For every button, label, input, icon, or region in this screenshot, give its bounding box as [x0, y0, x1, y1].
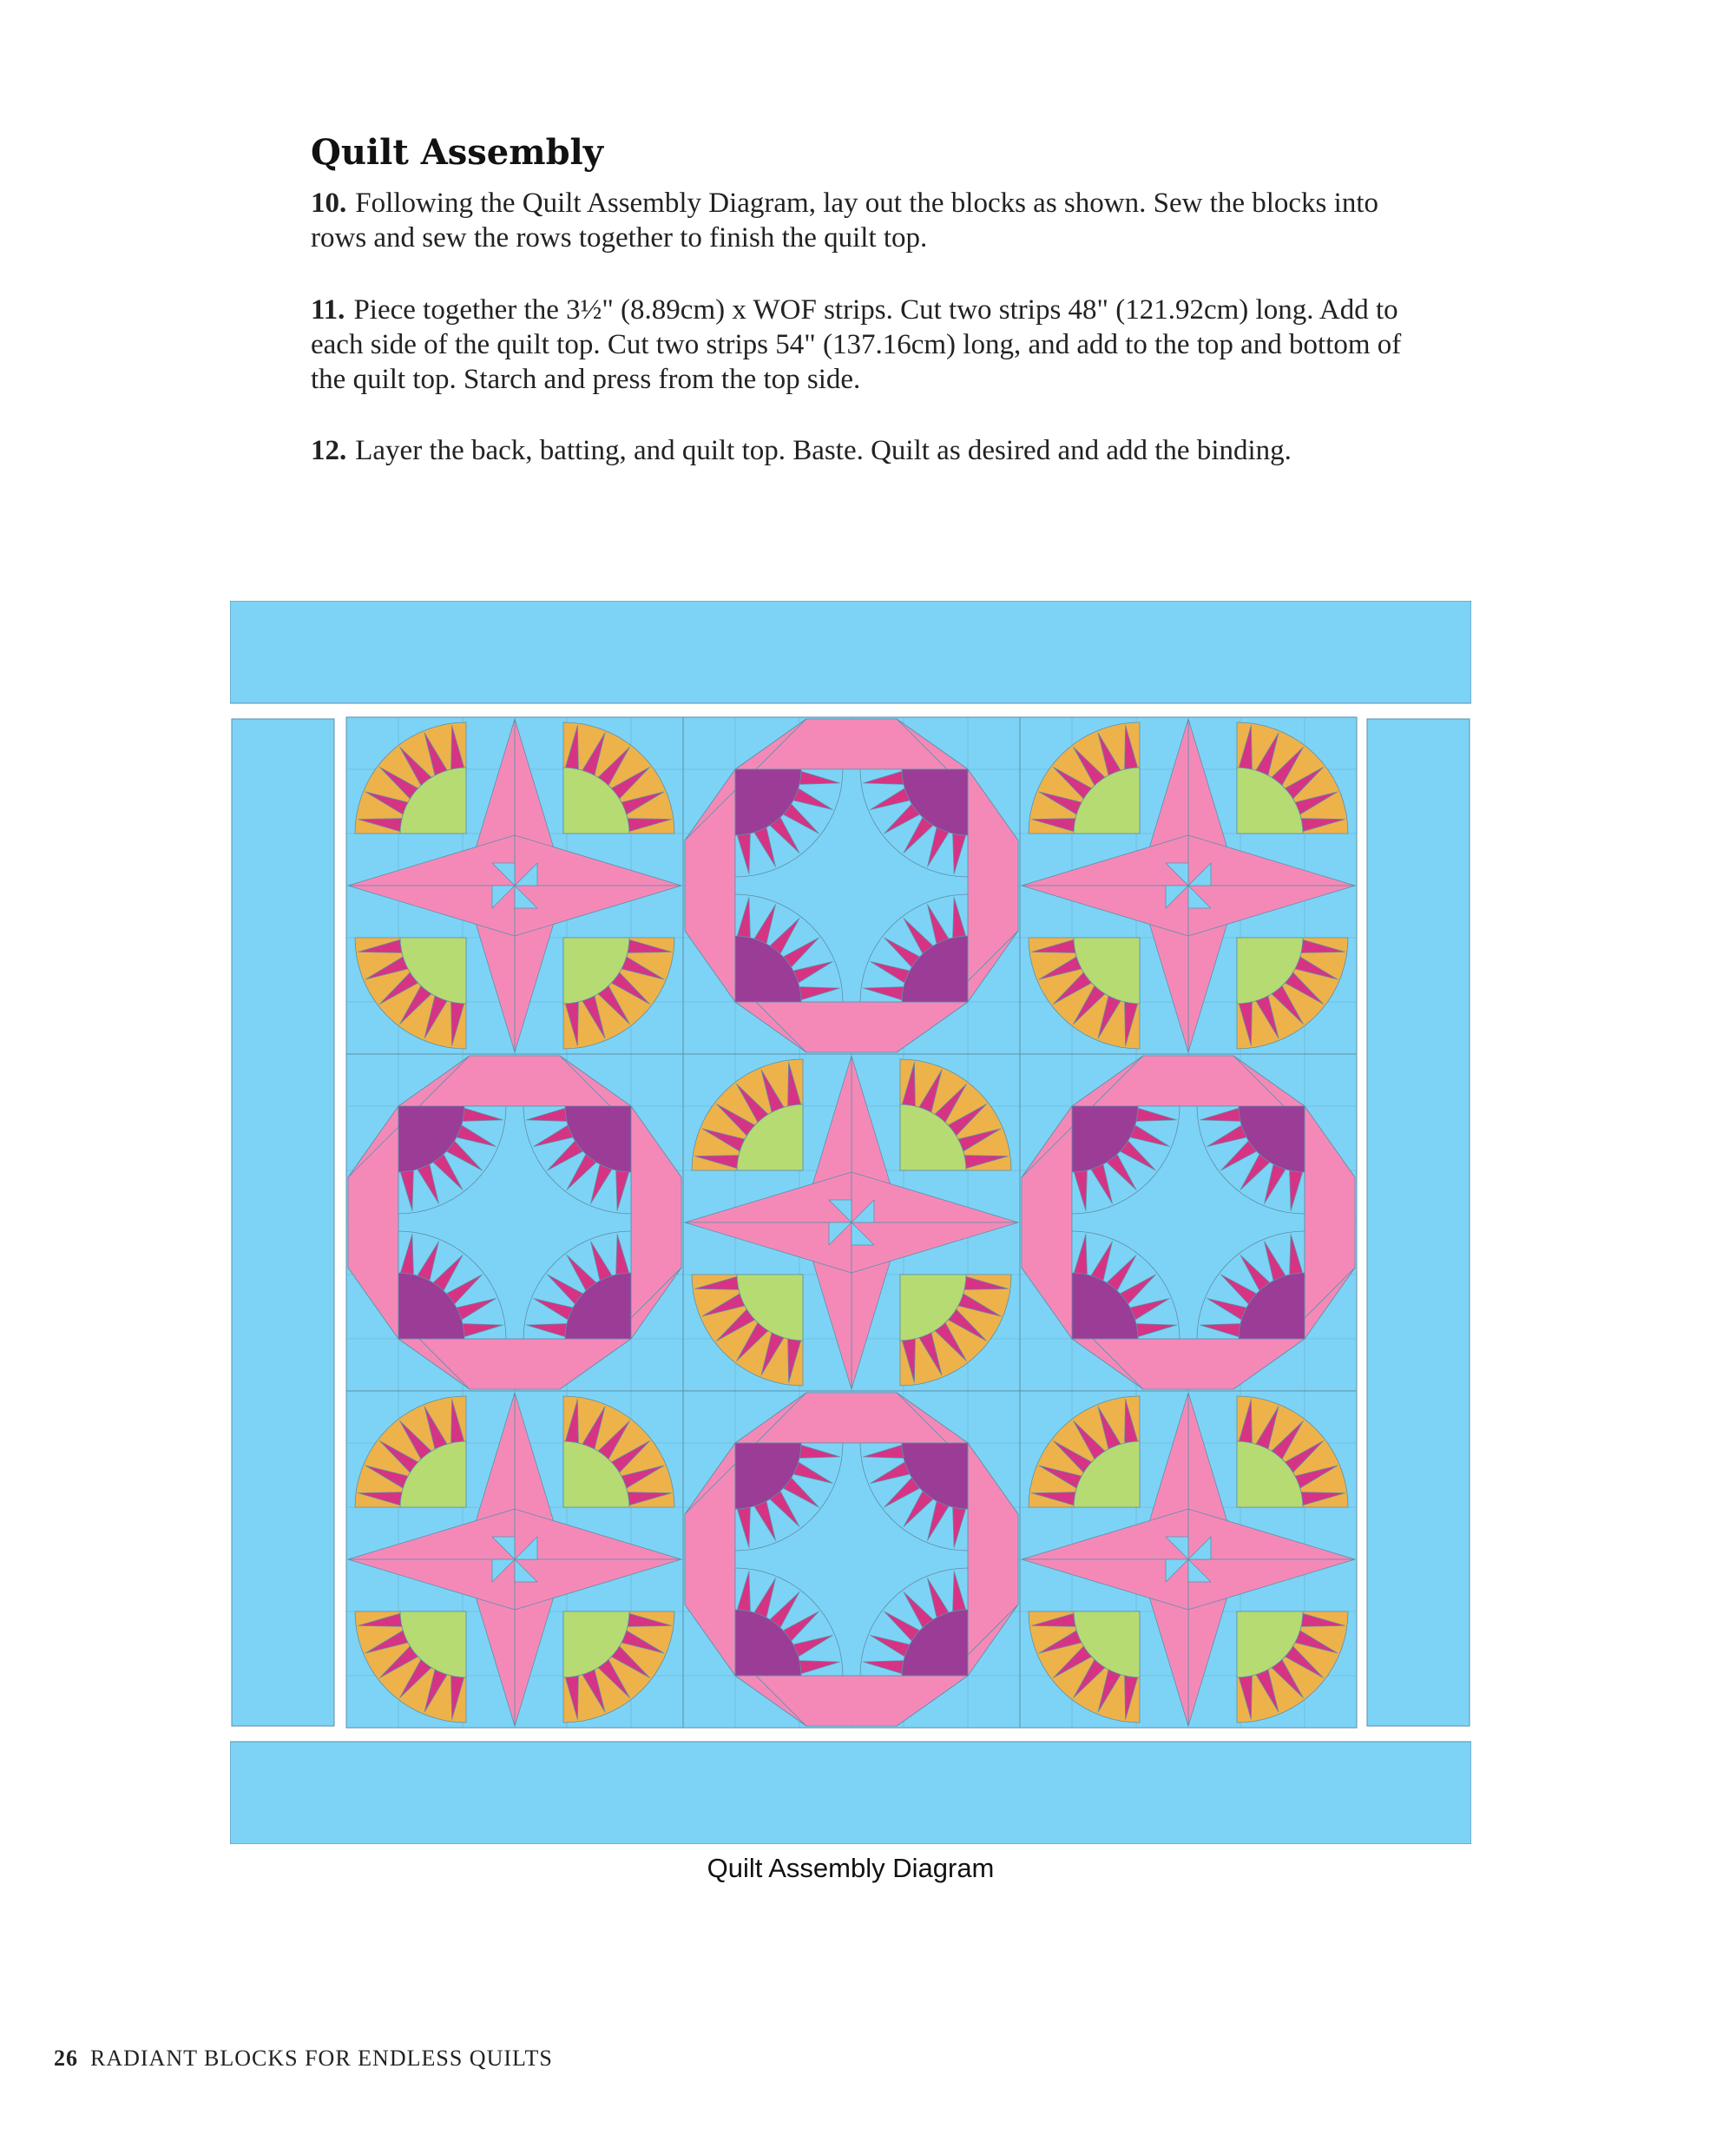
ring-block [1020, 1054, 1357, 1391]
step-text: Following the Quilt Assembly Diagram, lay out the blocks as shown. Sew the blocks into rows and sew the rows together to finish the quilt top. [311, 188, 1378, 254]
ring-block [346, 1054, 683, 1391]
quilt-assembly-diagram [230, 601, 1471, 1844]
step-number: 11. [311, 294, 345, 326]
step-number: 10. [311, 188, 347, 219]
book-title: RADIANT BLOCKS FOR ENDLESS QUILTS [90, 2046, 553, 2071]
ring-block [683, 1391, 1020, 1728]
step-10 [311, 186, 1439, 255]
star-block [683, 1054, 1020, 1391]
star-block [346, 717, 683, 1054]
star-block [1020, 717, 1357, 1054]
border-bottom [230, 1742, 1471, 1844]
quilt-blocks [346, 717, 1357, 1728]
step-12 [311, 433, 1439, 468]
border-left [232, 719, 334, 1726]
diagram-caption: Quilt Assembly Diagram [707, 1853, 995, 1883]
step-11 [311, 293, 1439, 397]
star-block [346, 1391, 683, 1728]
step-number: 12. [311, 435, 347, 466]
page-footer [54, 2046, 553, 2072]
step-text: Layer the back, batting, and quilt top. Baste. Quilt as desired and add the binding. [355, 435, 1292, 466]
section-heading: Quilt Assembly [311, 132, 603, 173]
border-top [230, 601, 1471, 703]
ring-block [683, 717, 1020, 1054]
star-block [1020, 1391, 1357, 1728]
step-text: Piece together the 3½" (8.89cm) x WOF strips. Cut two strips 48" (121.92cm) long. Add to each side of the quilt top. Cut two strips 54" (137.16cm) long, and add to the top and bottom of the quilt top. Starch and press from the top side. [311, 294, 1402, 395]
border-right [1367, 719, 1470, 1726]
page-number: 26 [54, 2046, 78, 2071]
